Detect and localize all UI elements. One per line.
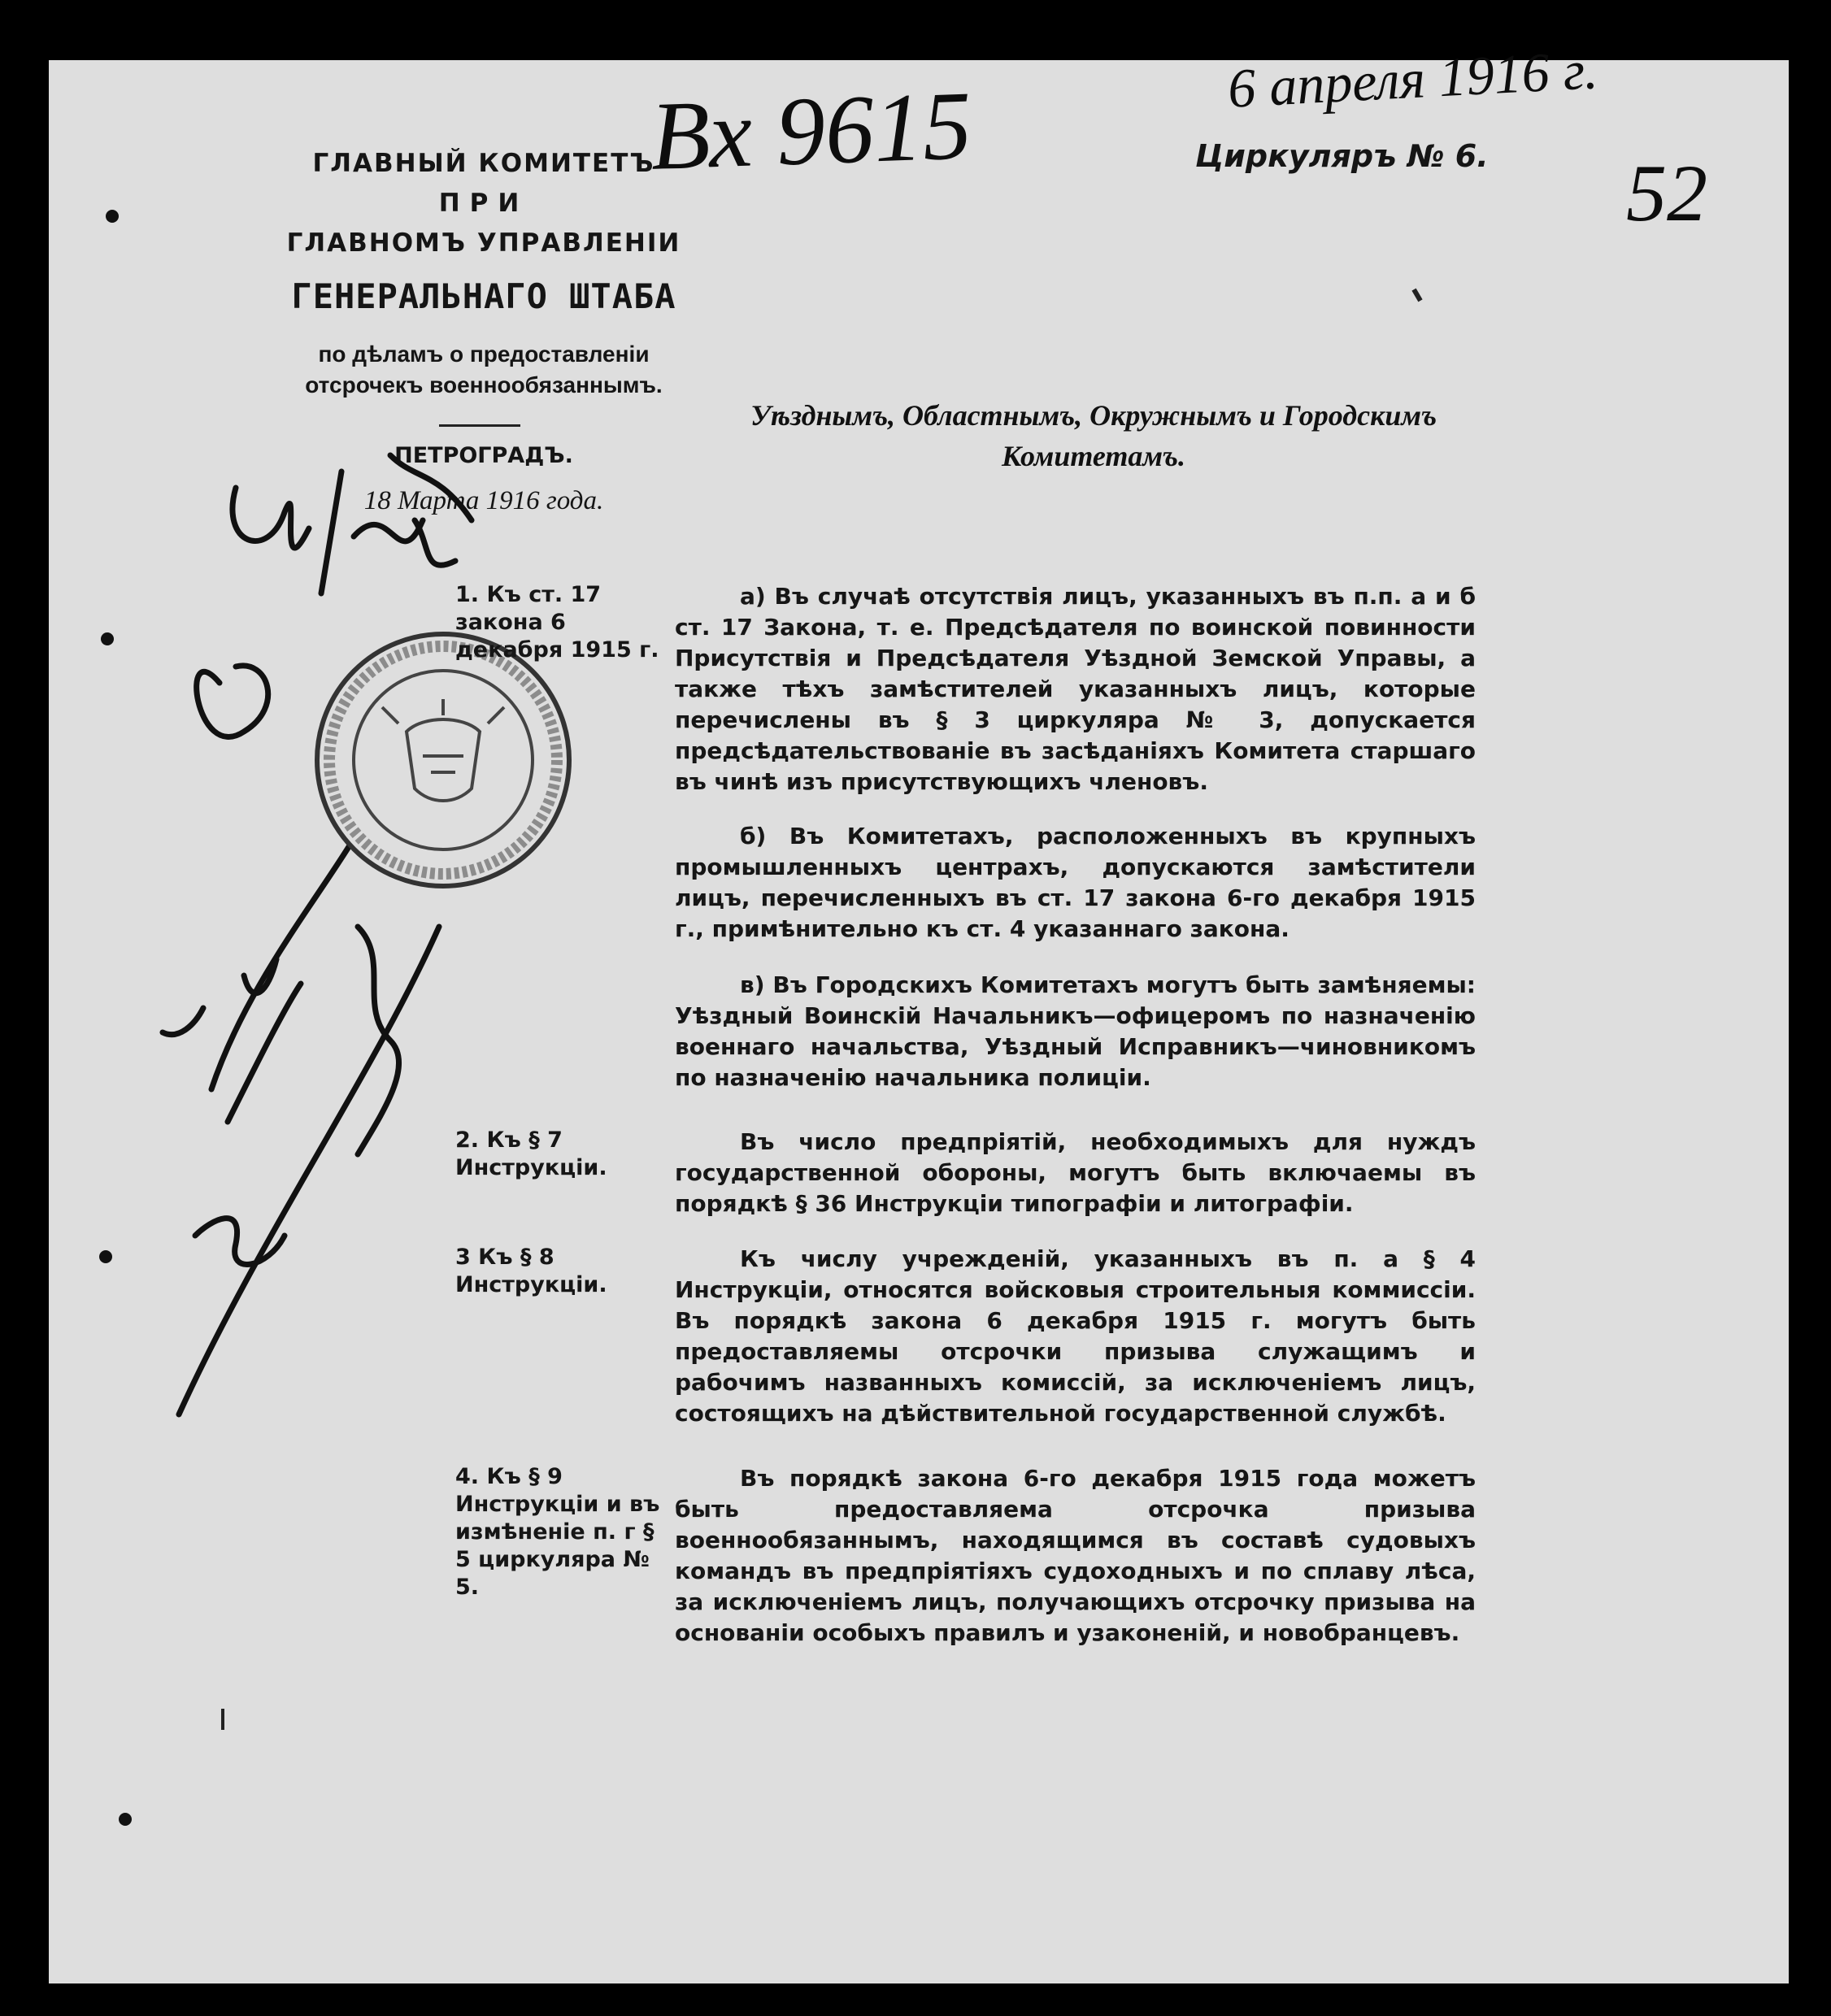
addressee-line-1: Уѣзднымъ, Областнымъ, Окружнымъ и Городскимъ [750,399,1437,432]
addressee-line-2: Комитетамъ. [1001,440,1186,472]
section-3-para: Къ числу учрежденій, указанныхъ въ п. а § 4 Инструкціи, относятся войсковыя строительныя коммиссіи. Въ порядкѣ закона 6 декабря 1915 г. могутъ быть предоставляемы отсрочки призыва служащимъ и рабочимъ названныхъ комиссій, за исключеніемъ лицъ, состоящихъ на дѣйствительной государственной службѣ. [675,1245,1476,1427]
section-ref-1: 1. Къ ст. 17 закона 6 декабря 1915 г. [455,582,659,663]
section-1-para-c: в) Въ Городскихъ Комитетахъ могутъ быть замѣняемы: Уѣздный Воинскій Начальникъ—офицеромъ по назначенію военнаго начальства, Уѣздный Исправникъ—чиновникомъ по назначенію начальника полиціи. [675,971,1476,1091]
section-2-para: Въ число предпріятій, необходимыхъ для нуждъ государственной обороны, могутъ быть включаемы въ порядкѣ § 36 Инструкціи типографіи и литографіи. [675,1128,1476,1217]
header-general-staff: ГЕНЕРАЛЬНАГО ШТАБА [291,276,676,316]
header-directorate: ГЛАВНОМЪ УПРАВЛЕНІИ [286,228,681,258]
ink-mark [221,1709,224,1730]
section-ref-4: 4. Къ § 9 Инструкціи и въ измѣненіе п. г § 5 циркуляра № 5. [455,1464,660,1600]
header-pri: ПРИ [438,189,529,218]
section-4-para: Въ порядкѣ закона 6-го декабря 1915 года можетъ быть предоставляема отсрочка призыва военнообязаннымъ, находящимся въ составѣ судовыхъ командъ въ предпріятіяхъ судоходныхъ и по сплаву лѣса, за исключеніемъ лицъ, получающихъ отсрочку призыва на основаніи особыхъ правилъ и узаконеній, и новобранцевъ. [675,1465,1476,1646]
section-1-para-b: б) Въ Комитетахъ, расположенныхъ въ крупныхъ промышленныхъ центрахъ, допускаются замѣстители лицъ, перечисленныхъ въ ст. 17 закона 6-го декабря 1915 г., примѣнительно къ ст. 4 указаннаго закона. [675,823,1476,942]
header-date: 18 Марта 1916 года. [363,486,604,515]
punch-hole [119,1813,132,1826]
header-subject-1: по дѣламъ о предоставленіи [318,341,650,367]
handwritten-inbox-number: Вх 9615 [648,71,974,190]
punch-hole [99,1250,112,1263]
section-ref-3: 3 Къ § 8 Инструкціи. [455,1245,607,1297]
section-1-para-a: а) Въ случаѣ отсутствія лицъ, указанныхъ въ п.п. а и б ст. 17 Закона, т. е. Предсѣдателя по воинской повинности Присутствія и Предсѣдателя Уѣздной Земской Управы, а также тѣхъ замѣстителей указанныхъ лицъ, которые перечислены въ § 3 циркуляра № 3, допускается предсѣдательствованіе въ засѣданіяхъ Комитета старшаго въ чинѣ изъ присутствующихъ членовъ. [675,583,1476,795]
header-committee: ГЛАВНЫЙ КОМИТЕТЪ [312,149,655,178]
handwritten-page-number: 52 [1626,148,1707,238]
header-city: ПЕТРОГРАДЪ. [394,443,573,468]
header-subject-2: отсрочекъ военнообязаннымъ. [305,372,663,398]
punch-hole [106,210,119,223]
handwritten-date: 6 апреля 1916 г. [1226,38,1600,119]
circular-number: Циркуляръ № 6. [1195,138,1489,174]
round-seal-stamp [309,626,577,894]
section-ref-2: 2. Къ § 7 Инструкціи. [455,1127,607,1180]
punch-hole [101,632,114,645]
